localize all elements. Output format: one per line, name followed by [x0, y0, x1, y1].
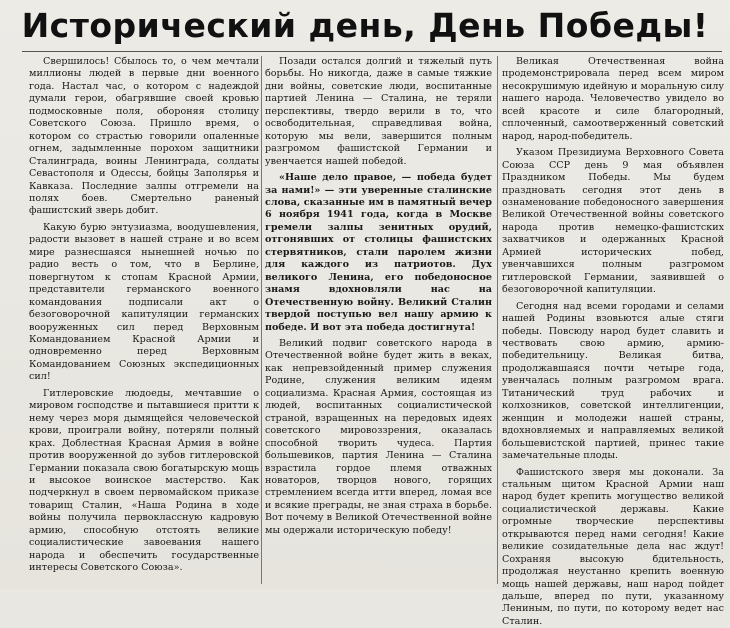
article-paragraph: Свершилось! Сбылось то, о чем мечтали миллионы людей в первые дни военного года. Настал час, о котором с надеждой думали герои, обагрявшие своей кровью подмосковные поля, обороняя столицу Советского Союза. Пришло время, о котором со страстью говорили опаленные огнем, задымленные порохом защитники Сталинграда, воины Ленинграда, солдаты Севастополя и Одессы, бойцы Заполярья и Кавказа. Последние залпы отгремели на полях боев. Смертельно раненый фашистский зверь добит.: [29, 56, 259, 218]
column-divider: [261, 56, 262, 584]
article-paragraph: Сегодня над всеми городами и селами нашей Родины взовьются алые стяги победы. Повсюду народ будет славить и чествовать свою армию, армию-победительницу. Великая битва, продолжавшаяся почти четыре года, увенчалась полным разгромом врага. Титанический труд рабочих и колхозников, советской интеллигенции, женщин и молодежи нашей страны, вдохновляемых и направляемых великой большевистской партией, принес такие замечательные плоды.: [502, 301, 724, 463]
article-paragraph: Гитлеровские людоеды, мечтавшие о мировом господстве и пытавшиеся притти к нему через моря дымящейся человеческой крови, проиграли войну, потеряли полный крах. Доблестная Красная Армия в войне против вооруженной до зубов гитлеровской Германии показала свою богатырскую мощь и высокое воинское мастерство. Как подчеркнул в своем первомайском приказе товарищ Сталин, «Наша Родина в ходе войны получила первоклассную кадровую армию, способную отстоять великие социалистические завоевания нашего народа и обеспечить государственные интересы Советского Союза».: [29, 388, 259, 575]
article-paragraph: Великий подвиг советского народа в Отечественной войне будет жить в веках, как непревзойденный пример служения Родине, служения великим идеям социализма. Красная Армия, состоящая из людей, воспитанных социалистической страной, взращенных на передовых идеях советского мировоззрения, оказалась способной творить чудеса. Партия большевиков, партия Ленина — Сталина взрастила гордое племя отважных новаторов, творцов нового, горящих стремлением всегда итти вперед, ломая все и всякие преграды, не зная страха в борьбе. Вот почему в Великой Отечественной войне мы одержали историческую победу!: [265, 338, 492, 537]
article-paragraph: Фашистского зверя мы доконали. За стальным щитом Красной Армии наш народ будет крепить могущество великой социалистической державы. Какие огромные творческие перспективы открываются перед нами сегодня! Какие великие созидательные дела нас ждут! Сохраняя высокую бдительность, продолжая неустанно крепить военную мощь нашей державы, наш народ пойдет дальше, вперед по пути, указанному Лениным, по пути, по которому ведет нас Сталин.: [502, 467, 724, 628]
header-rule: [22, 51, 722, 52]
article-paragraph: Какую бурю энтузиазма, воодушевления, радости вызовет в нашей стране и во всем мире разнесшаяся нынешней ночью по радио весть о том, что в Берлине, повергнутом к стопам Красной Армии, представители германского военного командования подписали акт о безоговорочной капитуляции германских вооруженных сил перед Верховным Командованием Красной Армии и одновременно перед Верховным Командованием Союзных экспедиционных сил!: [29, 222, 259, 384]
column-3: [502, 56, 724, 584]
column-1: [29, 56, 259, 584]
article-paragraph: Великая Отечественная война продемонстрировала перед всем миром несокрушимую идейную и моральную силу нашего народа. Человечество увидело во всей красоте и силе благородный, сплоченный, самоотверженный советский народ, народ-победитель.: [502, 56, 724, 143]
headline: Исторический день, День Победы!: [0, 0, 730, 50]
column-2: [265, 56, 492, 584]
article-paragraph: «Наше дело правое, — победа будет за нами!» — эти уверенные сталинские слова, сказанные им в памятный вечер 6 ноября 1941 года, когда в Москве гремели залпы зенитных орудий, отгонявших от столицы фашистских стервятников, стали паролем жизни для каждого из патриотов. Дух великого Ленина, его победоносное знамя вдохновляли нас на Отечественную войну. Великий Сталин твердой поступью вел нашу армию к победе. И вот эта победа достигнута!: [265, 172, 492, 334]
column-divider: [497, 56, 498, 584]
article-paragraph: Указом Президиума Верховного Совета Союза ССР день 9 мая объявлен Праздником Победы. Мы будем праздновать сегодня этот день в ознаменование победоносного завершения Великой Отечественной войны советского народа против немецко-фашистских захватчиков и одержанных Красной Армией исторических побед, увенчавшихся полным разгромом гитлеровской Германии, заявившей о безоговорочной капитуляции.: [502, 147, 724, 296]
article-paragraph: Позади остался долгий и тяжелый путь борьбы. Но никогда, даже в самые тяжкие дни войны, советские люди, воспитанные партией Ленина — Сталина, не теряли перспективы, твердо верили в то, что освободительная, справедливая война, которую мы вели, завершится полным разгромом фашистской Германии и увенчается нашей победой.: [265, 56, 492, 168]
